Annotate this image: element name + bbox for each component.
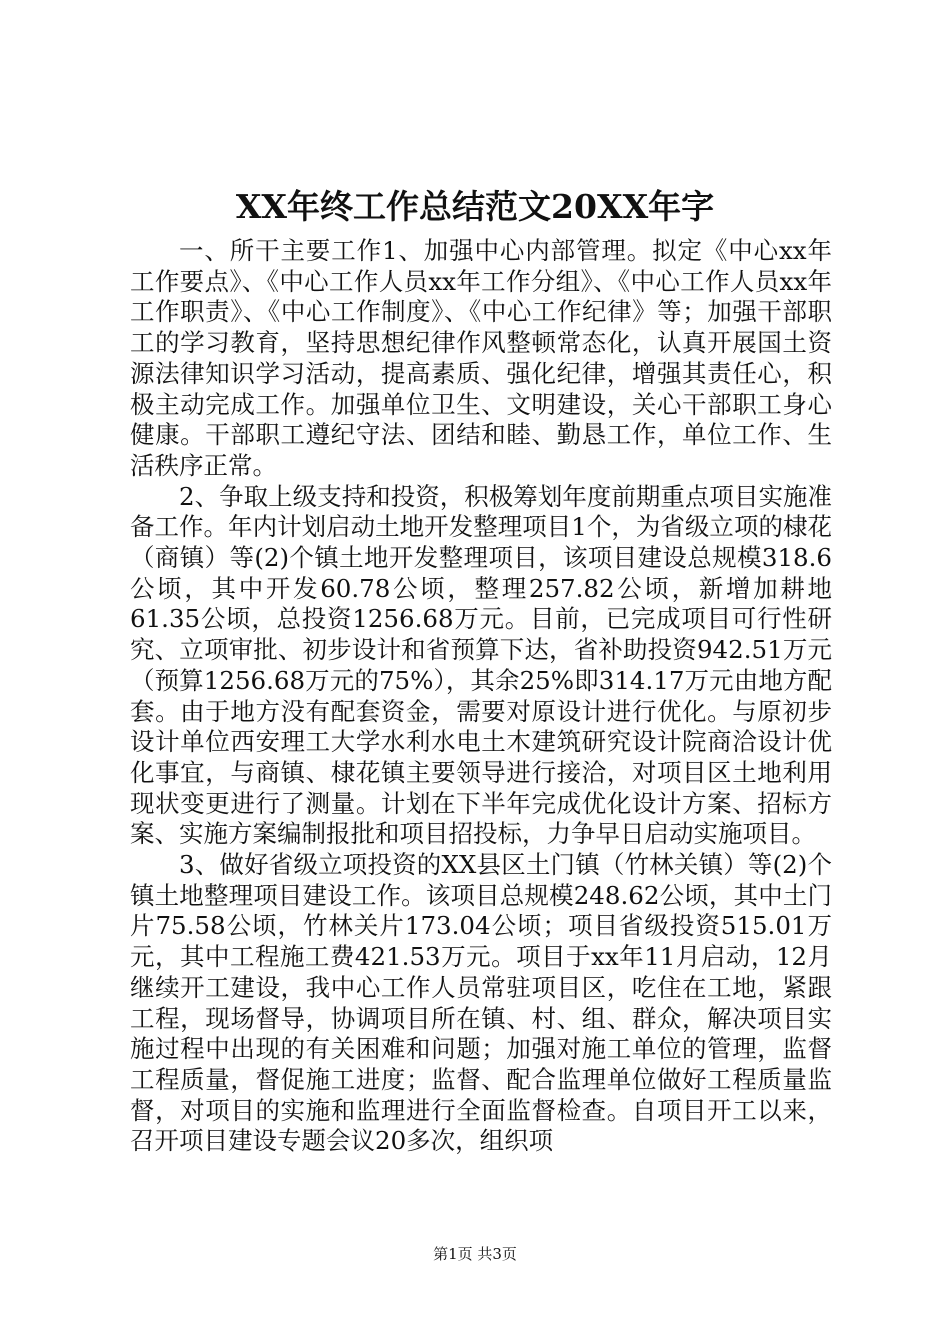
paragraph-2: 2、争取上级支持和投资，积极筹划年度前期重点项目实施准备工作。年内计划启动土地开发整理项目1个，为省级立项的棣花（商镇）等(2)个镇土地开发整理项目，该项目建设总规模318.6公顷，其中开发60.78公顷，整理257.82公顷，新增加耕地61.35公顷，总投资1256.68万元。目前，已完成项目可行性研究、立项审批、初步设计和省预算下达，省补助投资942.51万元（预算1256.68万元的75%），其余25%即314.17万元由地方配套。由于地方没有配套资金，需要对原设计进行优化。与原初步设计单位西安理工大学水利水电土木建筑研究设计院商洽设计优化事宜，与商镇、棣花镇主要领导进行接洽，对项目区土地利用现状变更进行了测量。计划在下半年完成优化设计方案、招标方案、实施方案编制报批和项目招投标，力争早日启动实施项目。 xyxy=(130,481,832,849)
document-body xyxy=(130,236,832,1157)
paragraph-1: 一、所干主要工作1、加强中心内部管理。拟定《中心xx年工作要点》、《中心工作人员xx年工作分组》、《中心工作人员xx年工作职责》、《中心工作制度》、《中心工作纪律》等；加强干部职工的学习教育，坚持思想纪律作风整顿常态化，认真开展国土资源法律知识学习活动，提高素质、强化纪律，增强其责任心，积极主动完成工作。加强单位卫生、文明建设，关心干部职工身心健康。干部职工遵纪守法、团结和睦、勤恳工作，单位工作、生活秩序正常。 xyxy=(130,236,832,480)
document-title: XX年终工作总结范文20XX年字 xyxy=(235,187,715,226)
paragraph-3: 3、做好省级立项投资的XX县区土门镇（竹林关镇）等(2)个镇土地整理项目建设工作。该项目总规模248.62公顷，其中土门片75.58公顷，竹林关片173.04公顷；项目省级投资515.01万元，其中工程施工费421.53万元。项目于xx年11月启动，12月继续开工建设，我中心工作人员常驻项目区，吃住在工地，紧跟工程，现场督导，协调项目所在镇、村、组、群众，解决项目实施过程中出现的有关困难和问题；加强对施工单位的管理，监督工程质量，督促施工进度；监督、配合监理单位做好工程质量监督，对项目的实施和监理进行全面监督检查。自项目开工以来，召开项目建设专题会议20多次，组织项 xyxy=(130,850,832,1156)
page-footer: 第1页 共3页 xyxy=(433,1245,517,1263)
